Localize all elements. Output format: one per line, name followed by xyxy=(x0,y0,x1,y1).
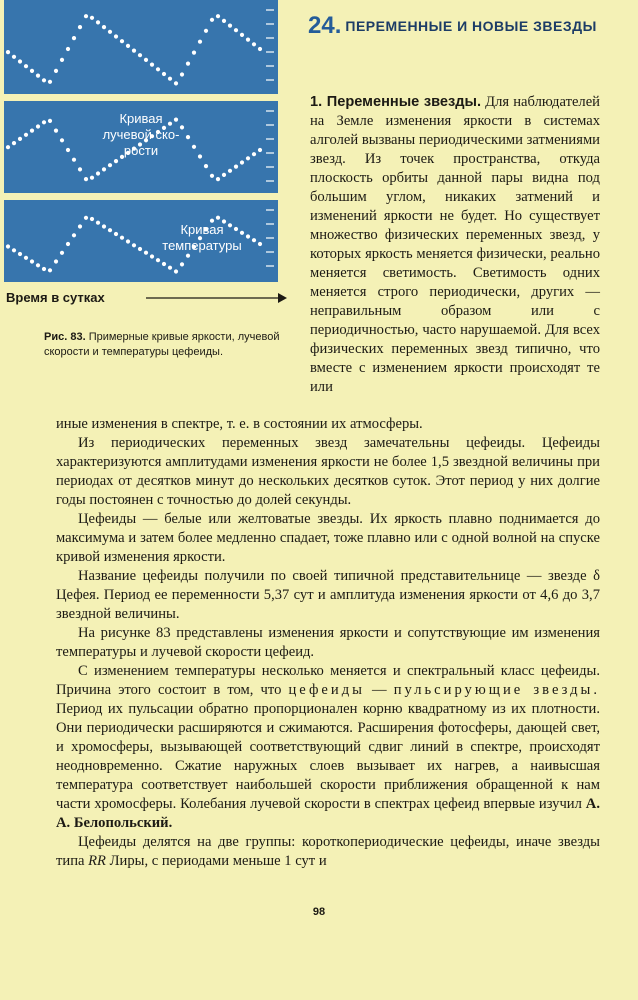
spaced-emphasis: цефеиды xyxy=(288,682,365,698)
curve-dot xyxy=(252,238,256,242)
curve-dot xyxy=(168,77,172,81)
figure-83 xyxy=(0,0,296,305)
temperature-curve-label: Кривая температуры xyxy=(162,222,242,253)
curve-dot xyxy=(126,44,130,48)
curve-dot xyxy=(48,80,52,84)
curve-dot xyxy=(234,28,238,32)
curve-dot xyxy=(216,14,220,18)
spaced-emphasis: пульсирующие звезды. xyxy=(393,682,600,698)
curve-dot xyxy=(216,177,220,181)
curve-dot xyxy=(84,216,88,220)
paragraph-6: С изменением температуры несколько меняется и спектральный класс цефеиды. Причина этого состоит в том, что цефеиды — пульсирующие звезды. Период их пульсации обратно пропорционален корню квадратному из их плотности. Они периодически расширяются и сжимаются. Расширения фотосферы, дающей свет, и хромосферы, вызывающей соответствующий сдвиг линий в спектре, происходят неодновременно. Сжатие наружных слоев вызывает их нагрев, а наивысшая температура соответствует наибольшей скорости приближения обращенной к нам части хромосферы. Колебания лучевой скорости в спектрах цефеид впервые изучил А. А. Белопольский. xyxy=(56,663,600,831)
curve-dot xyxy=(150,254,154,258)
curve-dot xyxy=(258,148,262,152)
curve-dot xyxy=(102,224,106,228)
section-heading xyxy=(308,12,618,39)
curve-dot xyxy=(114,34,118,38)
section-number: 24. xyxy=(308,12,342,39)
curve-dot xyxy=(246,38,250,42)
curve-dot xyxy=(132,49,136,53)
curve-dot xyxy=(12,248,16,252)
radial-velocity-curve-panel xyxy=(4,101,278,193)
curve-dot xyxy=(54,129,58,133)
curve-dot xyxy=(96,221,100,225)
curve-dot xyxy=(162,72,166,76)
curve-dot xyxy=(228,169,232,173)
text-column-full xyxy=(56,415,600,871)
curve-dot xyxy=(6,145,10,149)
curve-dot xyxy=(84,14,88,18)
curve-dot xyxy=(30,129,34,133)
curve-dot xyxy=(54,259,58,263)
curve-dot xyxy=(120,236,124,240)
time-axis-label: Время в сутках xyxy=(6,290,105,305)
curve-dot xyxy=(174,81,178,85)
curve-dot xyxy=(36,74,40,78)
curve-dot xyxy=(60,58,64,62)
curve-dot xyxy=(198,154,202,158)
curve-dot xyxy=(6,50,10,54)
paragraph-1 xyxy=(310,93,600,397)
curve-dot xyxy=(168,266,172,270)
curve-dot xyxy=(180,262,184,266)
curve-dot xyxy=(144,251,148,255)
curve-dot xyxy=(204,29,208,33)
curve-dot xyxy=(240,33,244,37)
curve-dot xyxy=(18,137,22,141)
curve-dot xyxy=(222,19,226,23)
curve-dot xyxy=(36,124,40,128)
curve-dot xyxy=(42,267,46,271)
curve-dot xyxy=(90,176,94,180)
paragraph-runin: 1. Переменные звезды. xyxy=(310,94,482,110)
curve-dot xyxy=(126,239,130,243)
curve-dot xyxy=(66,47,70,51)
curve-dot xyxy=(48,268,52,272)
curve-dot xyxy=(24,133,28,137)
curve-dot xyxy=(30,259,34,263)
curve-dot xyxy=(60,138,64,142)
paragraph-2: Из периодических переменных звезд замечательны цефеиды. Цефеиды характеризуются амплитудами изменения яркости не более 1,5 звездной величины при периодах от десятков минут до нескольких десятков суток. Этот период у них долгие годы постоянен с точностью до долей секунды. xyxy=(56,435,600,508)
curve-dot xyxy=(114,232,118,236)
curve-dot xyxy=(12,141,16,145)
curve-dot xyxy=(78,167,82,171)
radial-velocity-curve-label: Кривая лучевой ско- рости xyxy=(102,111,180,158)
curve-dot xyxy=(138,247,142,251)
time-arrow-icon xyxy=(146,290,288,306)
curve-dot xyxy=(12,55,16,59)
figure-caption xyxy=(44,330,288,360)
curve-dot xyxy=(186,62,190,66)
curve-dot xyxy=(108,30,112,34)
curve-dot xyxy=(108,163,112,167)
curve-dot xyxy=(108,228,112,232)
curve-dot xyxy=(72,233,76,237)
curve-dot xyxy=(156,67,160,71)
section-title: ПЕРЕМЕННЫЕ И НОВЫЕ ЗВЕЗДЫ xyxy=(345,18,597,34)
curve-dot xyxy=(30,69,34,73)
curve-dot xyxy=(96,171,100,175)
curve-dot xyxy=(48,119,52,123)
curve-dot xyxy=(84,177,88,181)
author-name: А. А. Белопольский. xyxy=(56,796,600,831)
curve-dot xyxy=(252,152,256,156)
curve-dot xyxy=(258,47,262,51)
curve-dot xyxy=(36,263,40,267)
brightness-curve-panel xyxy=(4,0,278,94)
paragraph-4: Название цефеиды получили по своей типичной представительнице — звезде δ Цефея. Период ее переменности 5,37 сут и амплитуда изменения яркости от 4,6 до 3,7 звездной величины. xyxy=(56,568,600,622)
curve-dot xyxy=(204,164,208,168)
paragraph-1-continued: иные изменения в спектре, т. е. в состоянии их атмосферы. xyxy=(56,416,423,432)
paragraph-3: Цефеиды — белые или желтоватые звезды. Их яркость плавно поднимается до максимума и затем более медленно спадает, тоже плавно или с одной волной на спуске кривой изменения яркости. xyxy=(56,511,600,565)
curve-dot xyxy=(42,78,46,82)
paragraph-5: На рисунке 83 представлены изменения яркости и сопутствующие им изменения температуры и лучевой скорости цефеид. xyxy=(56,625,600,660)
curve-dot xyxy=(144,58,148,62)
curve-dot xyxy=(252,42,256,46)
curve-dot xyxy=(78,25,82,29)
curve-dot xyxy=(6,244,10,248)
curve-dot xyxy=(162,262,166,266)
paragraph-7: Цефеиды делятся на две группы: короткопериодические цефеиды, иначе звезды типа RR Лиры, с периодами меньше 1 сут и xyxy=(56,834,600,869)
paragraph-1-text: Для наблюдателей на Земле изменения яркости в системах алголей вызваны периодическими затмениями звезд. Из точек пространства, откуда плоскость орбиты данной пары видна под большим углом, никаких затмений и изменений яркости не будет. Но существует множество физических переменных звезд, у которых яркость меняется физически, реально меняется светимость. Светимость одних меняется строго периодически, других — неправильным образом или с периодичностью, часто нарушаемой. Для всех физических переменных звезд типично, что вместе с изменением яркости происходят те или xyxy=(310,94,600,395)
curve-dot xyxy=(156,258,160,262)
curve-dot xyxy=(72,36,76,40)
temperature-curve-panel xyxy=(4,200,278,282)
curve-dot xyxy=(192,51,196,55)
curve-dot xyxy=(234,165,238,169)
curve-dot xyxy=(78,224,82,228)
curve-dot xyxy=(114,159,118,163)
curve-dot xyxy=(210,18,214,22)
curve-dot xyxy=(102,167,106,171)
curve-dot xyxy=(198,40,202,44)
curve-dot xyxy=(18,252,22,256)
caption-text: Примерные кривые яркости, лучевой скорости и температуры цефеиды. xyxy=(44,331,280,358)
curve-dot xyxy=(72,158,76,162)
curve-dot xyxy=(102,25,106,29)
curve-dot xyxy=(174,269,178,273)
curve-dot xyxy=(18,59,22,63)
curve-dot xyxy=(90,217,94,221)
curve-dot xyxy=(228,24,232,28)
curve-dot xyxy=(210,174,214,178)
curve-dot xyxy=(66,242,70,246)
curve-dot xyxy=(66,148,70,152)
curve-dot xyxy=(42,120,46,124)
caption-label: Рис. 83. xyxy=(44,331,86,343)
curve-dot xyxy=(150,63,154,67)
curve-dot xyxy=(240,160,244,164)
curve-dot xyxy=(60,251,64,255)
curve-dot xyxy=(54,69,58,73)
curve-dot xyxy=(90,16,94,20)
curve-dot xyxy=(222,173,226,177)
curve-dot xyxy=(258,242,262,246)
curve-dot xyxy=(216,216,220,220)
curve-dot xyxy=(180,72,184,76)
curve-dot xyxy=(138,53,142,57)
curve-dot xyxy=(246,156,250,160)
curve-dot xyxy=(24,64,28,68)
star-type-rr: RR xyxy=(88,853,106,869)
page-number: 98 xyxy=(312,906,326,918)
brightness-curve xyxy=(4,0,278,94)
text-column-right xyxy=(310,93,600,397)
curve-dot xyxy=(120,39,124,43)
curve-dot xyxy=(96,20,100,24)
curve-dot xyxy=(24,256,28,260)
curve-dot xyxy=(186,254,190,258)
curve-dot xyxy=(132,243,136,247)
